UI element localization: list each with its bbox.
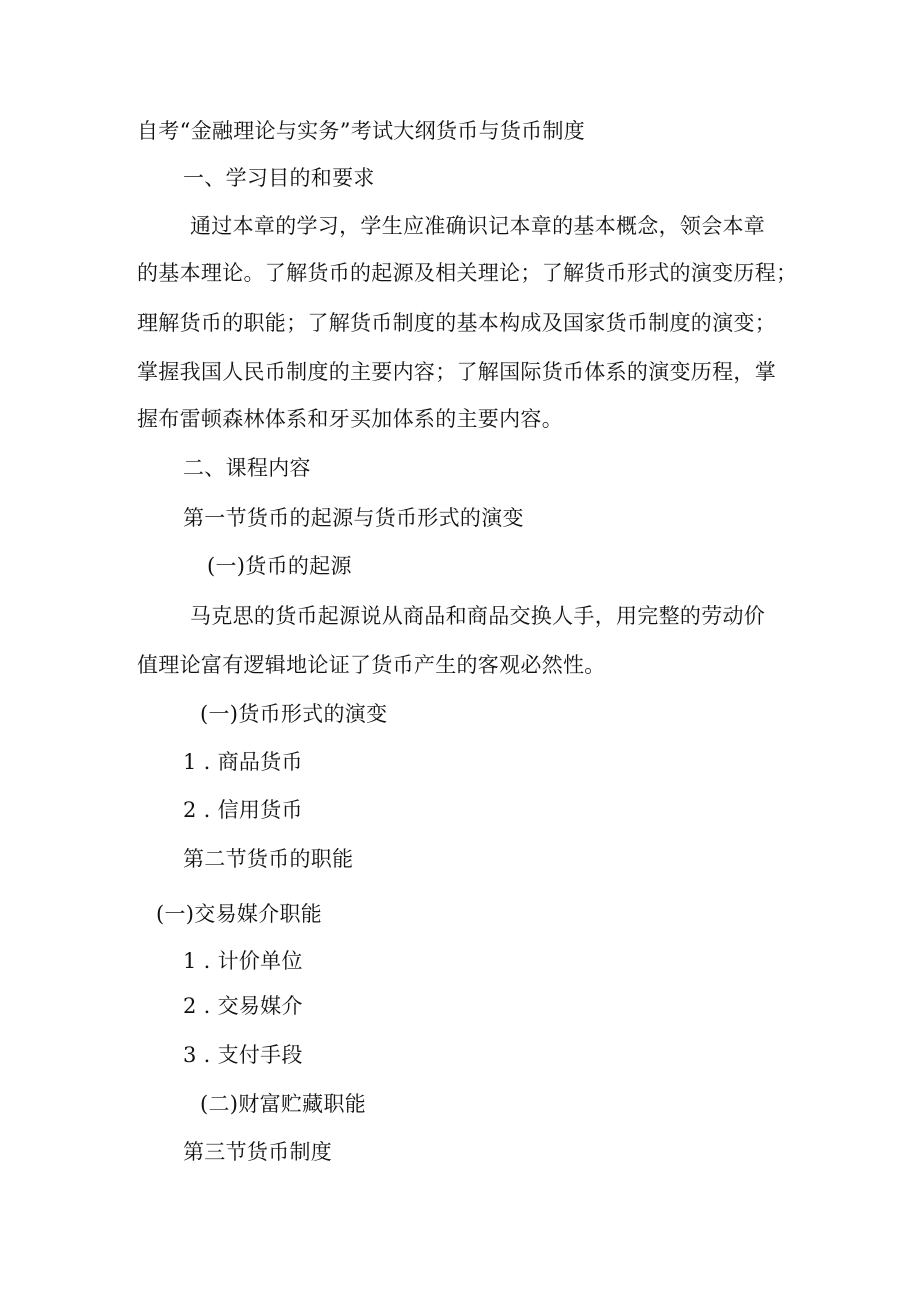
chapter1-sub2-item-2: 2 . 信用货币	[183, 798, 303, 822]
objectives-paragraph-line-5: 握布雷顿森林体系和牙买加体系的主要内容。	[137, 407, 563, 431]
chapter1-sub2-title: (一)货币形式的演变	[200, 702, 388, 726]
chapter1-sub1-title: (一)货币的起源	[207, 554, 352, 578]
section-heading-content: 二、课程内容	[183, 456, 311, 480]
document-title: 自考“金融理论与实务”考试大纲货币与货币制度	[137, 119, 586, 143]
chapter2-sub1-item-2: 2 . 交易媒介	[183, 994, 303, 1018]
chapter2-sub1-item-3: 3 . 支付手段	[183, 1043, 303, 1067]
chapter1-title: 第一节货币的起源与货币形式的演变	[183, 506, 524, 530]
objectives-paragraph-line-4: 掌握我国人民币制度的主要内容；了解国际货币体系的演变历程，掌	[137, 360, 776, 384]
objectives-paragraph-line-1: 通过本章的学习，学生应准确识记本章的基本概念，领会本章	[190, 214, 766, 238]
chapter2-sub2-title: (二)财富贮藏职能	[200, 1092, 367, 1116]
chapter1-sub1-paragraph-line-2: 值理论富有逻辑地论证了货币产生的客观必然性。	[137, 653, 606, 677]
chapter3-title: 第三节货币制度	[183, 1140, 333, 1164]
chapter1-sub1-paragraph-line-1: 马克思的货币起源说从商品和商品交换人手，用完整的劳动价	[190, 604, 766, 628]
chapter2-title: 第二节货币的职能	[183, 847, 354, 871]
objectives-paragraph-line-2: 的基本理论。了解货币的起源及相关理论；了解货币形式的演变历程；	[137, 261, 798, 285]
chapter2-sub1-title: (一)交易媒介职能	[156, 902, 323, 926]
chapter2-sub1-item-1: 1 . 计价单位	[183, 949, 303, 973]
section-heading-objectives: 一、学习目的和要求	[183, 166, 375, 190]
chapter1-sub2-item-1: 1 . 商品货币	[183, 750, 303, 774]
objectives-paragraph-line-3: 理解货币的职能；了解货币制度的基本构成及国家货币制度的演变；	[137, 311, 776, 335]
